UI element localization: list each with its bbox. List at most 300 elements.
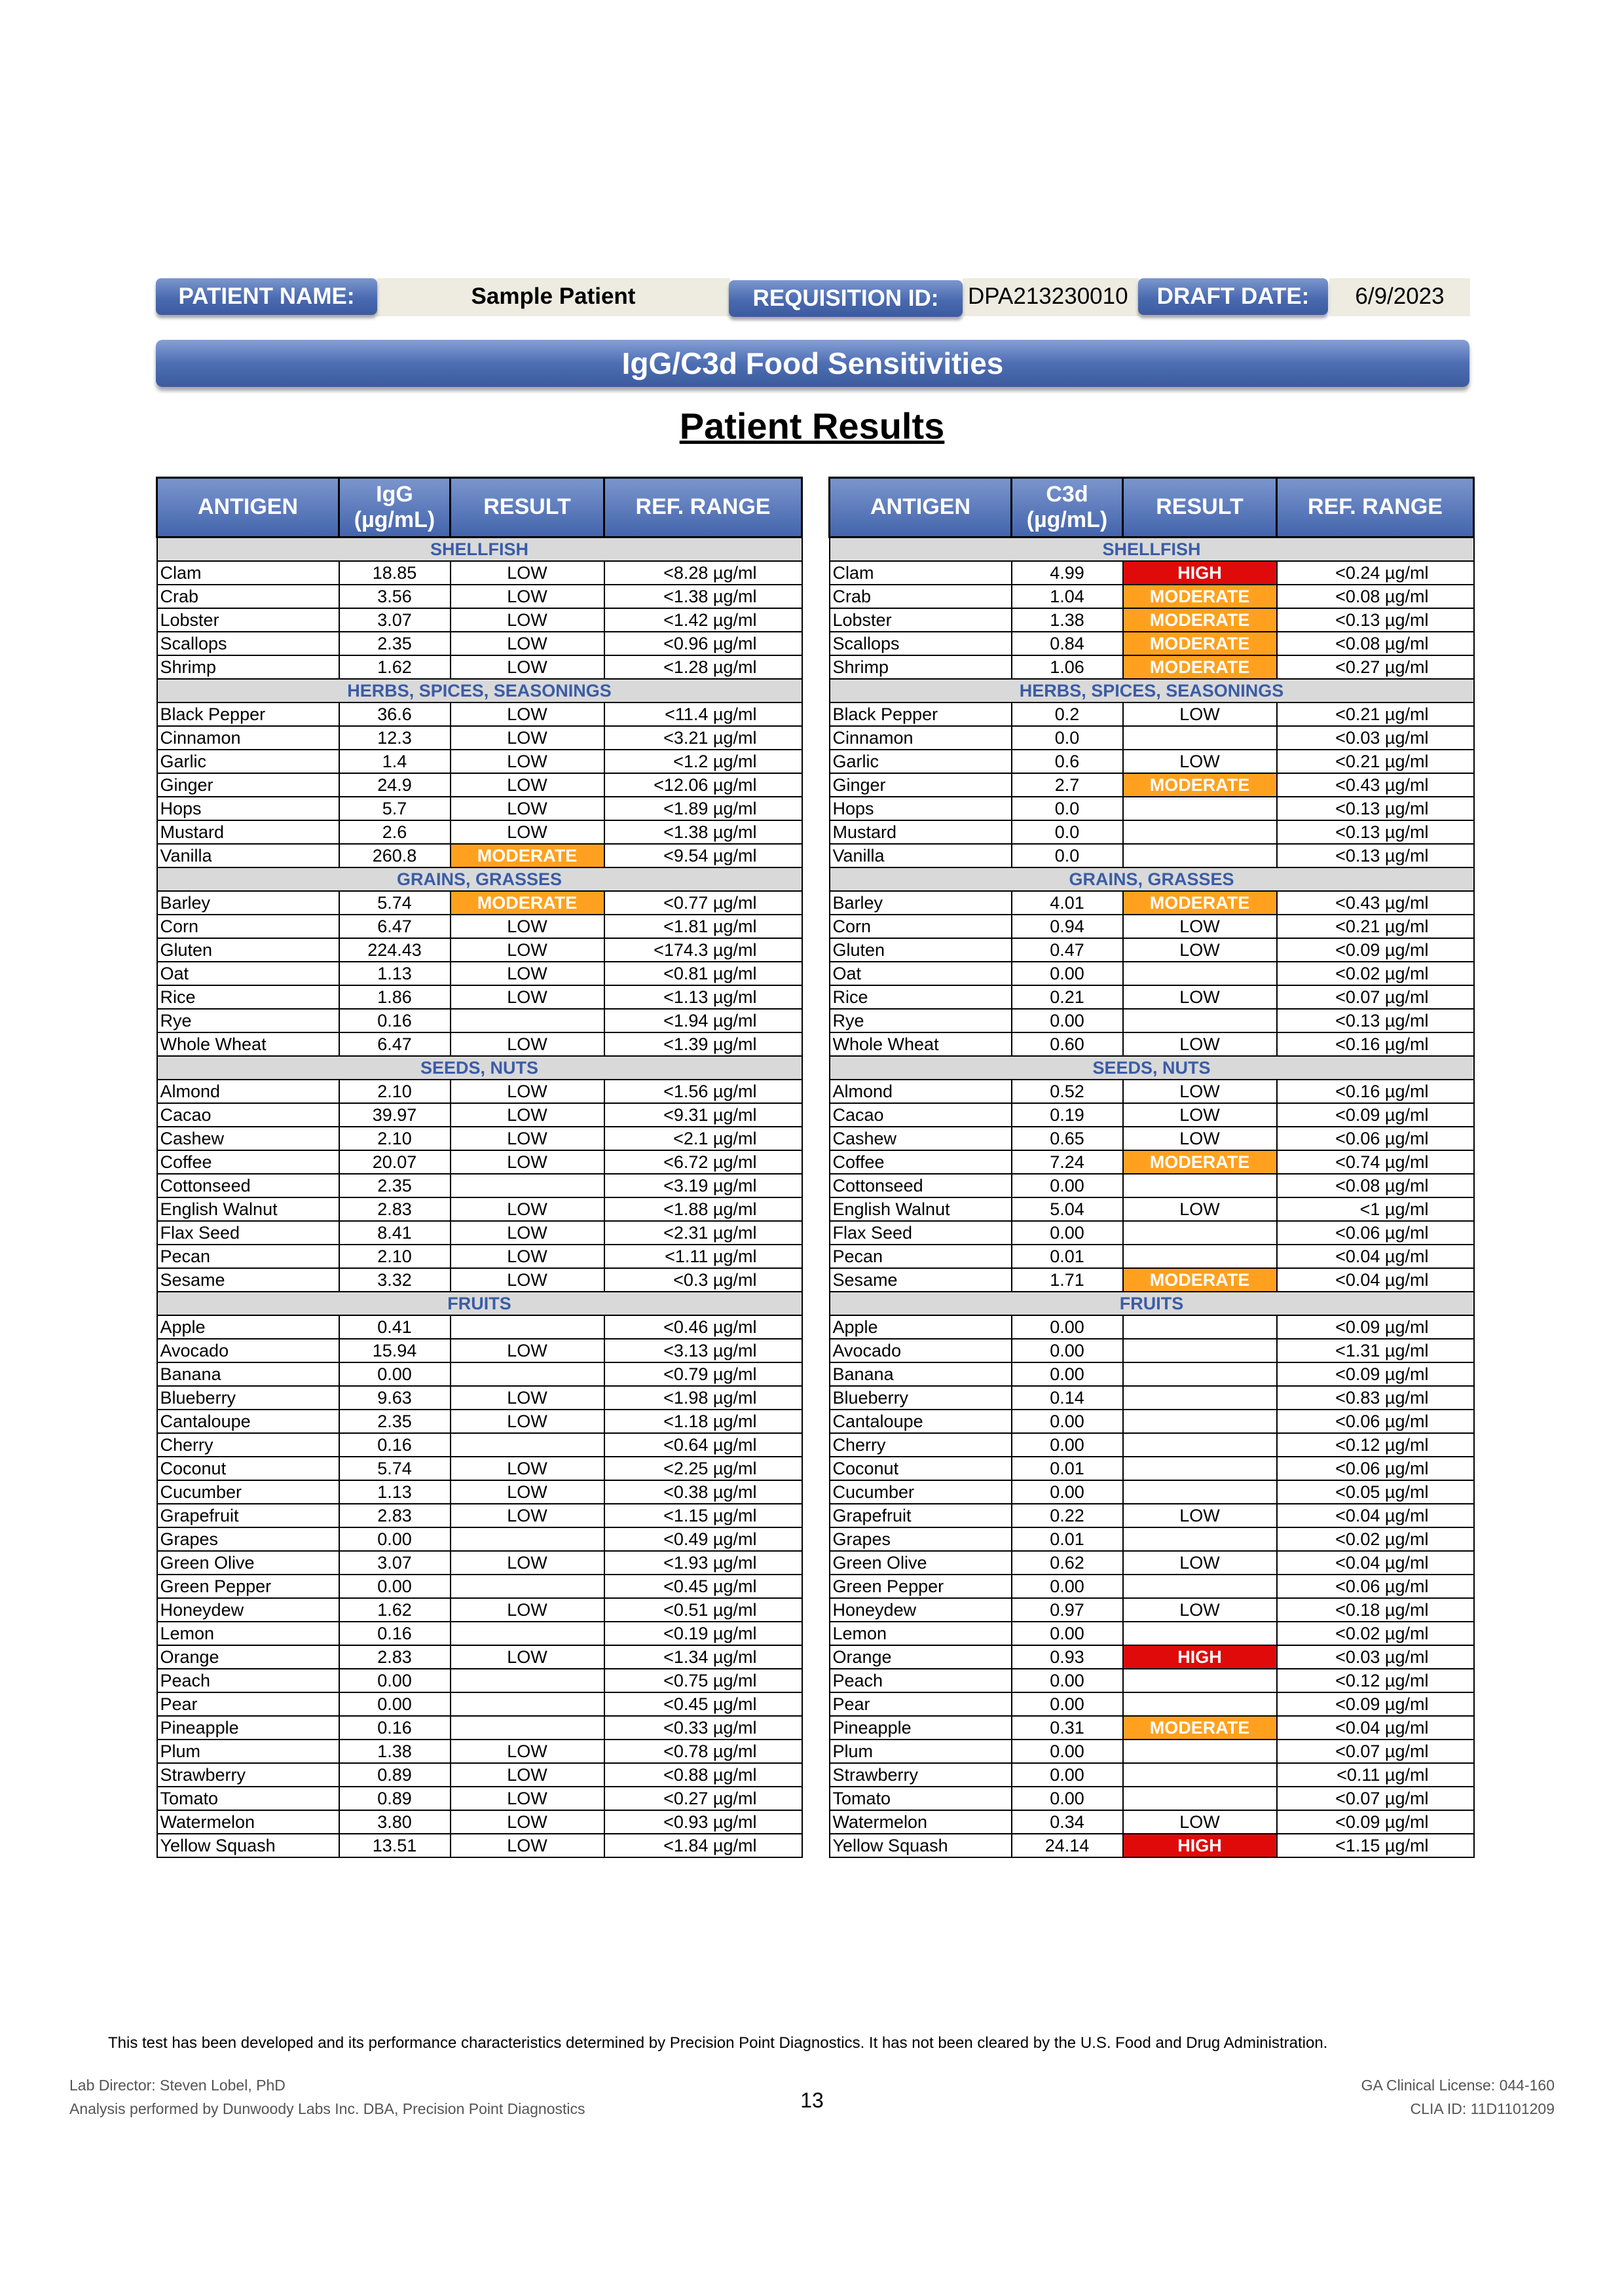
ref-range-cell: <0.88 µg/ml <box>604 1763 802 1787</box>
value-cell: 0.01 <box>1012 1457 1123 1480</box>
table-row <box>830 1551 1474 1575</box>
result-cell <box>451 1692 604 1716</box>
table-row <box>157 1127 802 1150</box>
value-cell: 0.00 <box>1012 1480 1123 1504</box>
value-cell: 1.06 <box>1012 655 1123 679</box>
result-cell: LOW <box>1123 1032 1277 1056</box>
antigen-cell: Garlic <box>157 750 339 773</box>
result-cell: MODERATE <box>451 844 604 867</box>
result-cell <box>1123 1692 1277 1716</box>
value-cell: 0.00 <box>1012 1433 1123 1457</box>
table-row <box>157 750 802 773</box>
value-cell: 0.00 <box>1012 1740 1123 1763</box>
table-row <box>830 915 1474 938</box>
antigen-cell: Crab <box>157 585 339 608</box>
ref-range-cell: <1.98 µg/ml <box>604 1386 802 1410</box>
table-row <box>157 1598 802 1622</box>
result-cell <box>451 1174 604 1197</box>
table-row <box>157 891 802 915</box>
result-cell: LOW <box>451 1551 604 1575</box>
table-row <box>830 1315 1474 1339</box>
value-cell: 2.10 <box>339 1080 451 1103</box>
antigen-cell: Peach <box>830 1669 1012 1692</box>
result-cell: LOW <box>1123 1551 1277 1575</box>
ref-range-cell: <0.74 µg/ml <box>1277 1150 1474 1174</box>
value-cell: 0.6 <box>1012 750 1123 773</box>
value-cell: 0.0 <box>1012 726 1123 750</box>
ref-range-cell: <0.02 µg/ml <box>1277 1527 1474 1551</box>
category-row-grains-grasses <box>830 867 1474 891</box>
result-cell: LOW <box>451 1763 604 1787</box>
col-ref-range: REF. RANGE <box>1277 478 1474 538</box>
antigen-cell: Watermelon <box>830 1810 1012 1834</box>
table-row <box>157 1527 802 1551</box>
ref-range-cell: <3.21 µg/ml <box>604 726 802 750</box>
result-cell: LOW <box>451 726 604 750</box>
col-result: RESULT <box>451 478 604 538</box>
table-row <box>830 561 1474 585</box>
result-cell: LOW <box>1123 915 1277 938</box>
table-row <box>157 585 802 608</box>
antigen-cell: Cottonseed <box>830 1174 1012 1197</box>
result-cell: LOW <box>451 1245 604 1268</box>
table-row <box>830 750 1474 773</box>
ref-range-cell: <0.16 µg/ml <box>1277 1080 1474 1103</box>
table-row <box>157 797 802 820</box>
result-cell: LOW <box>1123 985 1277 1009</box>
antigen-cell: Orange <box>157 1645 339 1669</box>
ref-range-cell: <1.38 µg/ml <box>604 585 802 608</box>
value-cell: 24.9 <box>339 773 451 797</box>
draft-date-label: DRAFT DATE: <box>1138 278 1328 315</box>
value-cell: 39.97 <box>339 1103 451 1127</box>
ref-range-cell: <1.15 µg/ml <box>604 1504 802 1527</box>
antigen-cell: Grapefruit <box>157 1504 339 1527</box>
antigen-cell: Grapes <box>157 1527 339 1551</box>
table-row <box>830 655 1474 679</box>
value-cell: 0.2 <box>1012 702 1123 726</box>
result-cell: MODERATE <box>1123 585 1277 608</box>
table-row <box>830 1480 1474 1504</box>
ref-range-cell: <6.72 µg/ml <box>604 1150 802 1174</box>
result-cell: LOW <box>451 985 604 1009</box>
antigen-cell: Lobster <box>830 608 1012 632</box>
value-cell: 0.00 <box>339 1692 451 1716</box>
result-cell: LOW <box>1123 1598 1277 1622</box>
antigen-cell: Cherry <box>157 1433 339 1457</box>
result-cell <box>1123 1575 1277 1598</box>
antigen-cell: Cacao <box>830 1103 1012 1127</box>
result-cell: LOW <box>451 702 604 726</box>
result-cell <box>451 1622 604 1645</box>
value-cell: 0.00 <box>339 1575 451 1598</box>
ref-range-cell: <1.89 µg/ml <box>604 797 802 820</box>
antigen-cell: Yellow Squash <box>157 1834 339 1857</box>
table-row <box>157 1433 802 1457</box>
result-cell <box>1123 1174 1277 1197</box>
antigen-cell: Shrimp <box>830 655 1012 679</box>
table-row <box>157 1551 802 1575</box>
value-cell: 0.47 <box>1012 938 1123 962</box>
table-row <box>830 1197 1474 1221</box>
table-row <box>830 985 1474 1009</box>
ref-range-cell: <0.18 µg/ml <box>1277 1598 1474 1622</box>
value-cell: 5.7 <box>339 797 451 820</box>
antigen-cell: Oat <box>830 962 1012 985</box>
value-cell: 5.74 <box>339 1457 451 1480</box>
result-cell <box>1123 1622 1277 1645</box>
antigen-cell: Vanilla <box>157 844 339 867</box>
ref-range-cell: <1.13 µg/ml <box>604 985 802 1009</box>
ref-range-cell: <0.02 µg/ml <box>1277 1622 1474 1645</box>
table-row <box>830 1433 1474 1457</box>
value-cell: 4.99 <box>1012 561 1123 585</box>
result-cell: LOW <box>451 1480 604 1504</box>
result-cell: LOW <box>451 608 604 632</box>
antigen-cell: Lobster <box>157 608 339 632</box>
antigen-cell: Cinnamon <box>157 726 339 750</box>
table-row <box>157 726 802 750</box>
ref-range-cell: <0.51 µg/ml <box>604 1598 802 1622</box>
table-row <box>157 1457 802 1480</box>
result-cell: LOW <box>451 585 604 608</box>
value-cell: 0.01 <box>1012 1245 1123 1268</box>
ref-range-cell: <0.03 µg/ml <box>1277 1645 1474 1669</box>
value-cell: 9.63 <box>339 1386 451 1410</box>
result-cell: LOW <box>451 797 604 820</box>
analysis-credit: Analysis performed by Dunwoody Labs Inc. DBA, Precision Point Diagnostics <box>69 2100 585 2117</box>
table-row <box>157 1504 802 1527</box>
ref-range-cell: <1.56 µg/ml <box>604 1080 802 1103</box>
results-title: Patient Results <box>679 405 945 446</box>
result-cell <box>1123 1410 1277 1433</box>
ref-range-cell: <0.45 µg/ml <box>604 1575 802 1598</box>
ref-range-cell: <0.12 µg/ml <box>1277 1433 1474 1457</box>
antigen-cell: Almond <box>157 1080 339 1103</box>
result-cell <box>1123 797 1277 820</box>
result-cell: HIGH <box>1123 1834 1277 1857</box>
result-cell: LOW <box>1123 702 1277 726</box>
antigen-cell: Banana <box>157 1362 339 1386</box>
antigen-cell: Honeydew <box>830 1598 1012 1622</box>
result-cell: LOW <box>451 561 604 585</box>
antigen-cell: Cinnamon <box>830 726 1012 750</box>
igg-results-table <box>156 477 803 1858</box>
result-cell: LOW <box>451 1504 604 1527</box>
antigen-cell: Tomato <box>157 1787 339 1810</box>
table-row <box>830 1410 1474 1433</box>
result-cell <box>1123 1433 1277 1457</box>
col-antigen: ANTIGEN <box>830 478 1012 538</box>
antigen-cell: Apple <box>830 1315 1012 1339</box>
value-cell: 2.83 <box>339 1197 451 1221</box>
ref-range-cell: <0.33 µg/ml <box>604 1716 802 1740</box>
ref-range-cell: <0.09 µg/ml <box>1277 1103 1474 1127</box>
value-cell: 0.0 <box>1012 844 1123 867</box>
ref-range-cell: <1.88 µg/ml <box>604 1197 802 1221</box>
value-cell: 0.00 <box>1012 1763 1123 1787</box>
value-cell: 4.01 <box>1012 891 1123 915</box>
ref-range-cell: <1.42 µg/ml <box>604 608 802 632</box>
antigen-cell: Cashew <box>157 1127 339 1150</box>
table-row <box>157 1834 802 1857</box>
ref-range-cell: <0.16 µg/ml <box>1277 1032 1474 1056</box>
table-row <box>830 891 1474 915</box>
table-row <box>830 702 1474 726</box>
clia-id: CLIA ID: 11D1101209 <box>1410 2100 1555 2117</box>
table-row <box>157 1386 802 1410</box>
result-cell: LOW <box>451 962 604 985</box>
value-cell: 3.56 <box>339 585 451 608</box>
table-row <box>157 1080 802 1103</box>
value-cell: 0.00 <box>1012 1221 1123 1245</box>
value-cell: 0.16 <box>339 1716 451 1740</box>
table-row <box>157 1787 802 1810</box>
result-cell: LOW <box>451 1032 604 1056</box>
antigen-cell: Corn <box>157 915 339 938</box>
col-ref-range: REF. RANGE <box>604 478 802 538</box>
value-cell: 0.00 <box>1012 1009 1123 1032</box>
antigen-cell: Cottonseed <box>157 1174 339 1197</box>
antigen-cell: Blueberry <box>157 1386 339 1410</box>
table-row <box>157 1669 802 1692</box>
value-cell: 0.14 <box>1012 1386 1123 1410</box>
value-cell: 0.19 <box>1012 1103 1123 1127</box>
antigen-cell: Blueberry <box>830 1386 1012 1410</box>
ref-range-cell: <1.15 µg/ml <box>1277 1834 1474 1857</box>
col-antigen: ANTIGEN <box>157 478 339 538</box>
antigen-cell: Tomato <box>830 1787 1012 1810</box>
antigen-cell: Ginger <box>830 773 1012 797</box>
table-row <box>157 1315 802 1339</box>
antigen-cell: Gluten <box>830 938 1012 962</box>
antigen-cell: Cashew <box>830 1127 1012 1150</box>
result-cell: LOW <box>451 938 604 962</box>
ref-range-cell: <0.77 µg/ml <box>604 891 802 915</box>
result-cell: LOW <box>451 1268 604 1292</box>
ref-range-cell: <0.46 µg/ml <box>604 1315 802 1339</box>
ref-range-cell: <8.28 µg/ml <box>604 561 802 585</box>
table-row <box>830 1575 1474 1598</box>
table-row <box>830 1763 1474 1787</box>
ref-range-cell: <1.93 µg/ml <box>604 1551 802 1575</box>
antigen-cell: Almond <box>830 1080 1012 1103</box>
draft-date-value: 6/9/2023 <box>1355 283 1445 309</box>
table-row <box>830 1127 1474 1150</box>
ref-range-cell: <0.13 µg/ml <box>1277 1009 1474 1032</box>
table-row <box>157 1032 802 1056</box>
antigen-cell: Garlic <box>830 750 1012 773</box>
table-row <box>157 985 802 1009</box>
result-cell: LOW <box>451 1197 604 1221</box>
antigen-cell: Rice <box>157 985 339 1009</box>
table-row <box>157 608 802 632</box>
result-cell <box>451 1315 604 1339</box>
table-row <box>830 1103 1474 1127</box>
antigen-cell: Watermelon <box>157 1810 339 1834</box>
table-row <box>157 1410 802 1433</box>
antigen-cell: Pear <box>830 1692 1012 1716</box>
value-cell: 0.16 <box>339 1622 451 1645</box>
table-row <box>830 820 1474 844</box>
result-cell: LOW <box>451 1740 604 1763</box>
result-cell: LOW <box>451 1080 604 1103</box>
ref-range-cell: <0.45 µg/ml <box>604 1692 802 1716</box>
ref-range-cell: <0.09 µg/ml <box>1277 1810 1474 1834</box>
ref-range-cell: <9.54 µg/ml <box>604 844 802 867</box>
antigen-cell: Coffee <box>157 1150 339 1174</box>
table-row <box>157 962 802 985</box>
ref-range-cell: <3.19 µg/ml <box>604 1174 802 1197</box>
antigen-cell: Gluten <box>157 938 339 962</box>
category-row-seeds-nuts <box>157 1056 802 1080</box>
value-cell: 3.07 <box>339 608 451 632</box>
value-cell: 224.43 <box>339 938 451 962</box>
antigen-cell: Clam <box>830 561 1012 585</box>
antigen-cell: Crab <box>830 585 1012 608</box>
value-cell: 15.94 <box>339 1339 451 1362</box>
antigen-cell: Hops <box>830 797 1012 820</box>
result-cell: MODERATE <box>1123 891 1277 915</box>
ref-range-cell: <0.78 µg/ml <box>604 1740 802 1763</box>
result-cell <box>1123 726 1277 750</box>
result-cell: LOW <box>451 1127 604 1150</box>
result-cell: LOW <box>451 1787 604 1810</box>
result-cell <box>1123 1009 1277 1032</box>
ref-range-cell: <0.02 µg/ml <box>1277 962 1474 985</box>
antigen-cell: Black Pepper <box>830 702 1012 726</box>
ref-range-cell: <1 µg/ml <box>1277 1197 1474 1221</box>
value-cell: 1.62 <box>339 1598 451 1622</box>
table-row <box>830 1386 1474 1410</box>
result-cell: LOW <box>1123 1504 1277 1527</box>
table-row <box>830 1339 1474 1362</box>
value-cell: 0.00 <box>339 1669 451 1692</box>
value-cell: 0.97 <box>1012 1598 1123 1622</box>
result-cell: LOW <box>1123 938 1277 962</box>
antigen-cell: Flax Seed <box>830 1221 1012 1245</box>
ref-range-cell: <1.11 µg/ml <box>604 1245 802 1268</box>
category-label: HERBS, SPICES, SEASONINGS <box>157 679 802 702</box>
result-cell <box>451 1527 604 1551</box>
value-cell: 2.35 <box>339 632 451 655</box>
result-cell: MODERATE <box>1123 632 1277 655</box>
value-cell: 0.00 <box>1012 1315 1123 1339</box>
category-row-shellfish <box>830 538 1474 562</box>
table-row <box>157 1103 802 1127</box>
antigen-cell: Apple <box>157 1315 339 1339</box>
result-cell: LOW <box>451 820 604 844</box>
result-cell <box>451 1009 604 1032</box>
result-cell: LOW <box>451 1103 604 1127</box>
antigen-cell: Cantaloupe <box>157 1410 339 1433</box>
category-label: SEEDS, NUTS <box>157 1056 802 1080</box>
table-row <box>830 1645 1474 1669</box>
ref-range-cell: <11.4 µg/ml <box>604 702 802 726</box>
value-cell: 12.3 <box>339 726 451 750</box>
value-cell: 0.00 <box>1012 1362 1123 1386</box>
result-cell: LOW <box>1123 1080 1277 1103</box>
antigen-cell: Cucumber <box>157 1480 339 1504</box>
antigen-cell: Black Pepper <box>157 702 339 726</box>
result-cell <box>451 1433 604 1457</box>
category-label: SHELLFISH <box>157 538 802 562</box>
ref-range-cell: <0.09 µg/ml <box>1277 1315 1474 1339</box>
table-row <box>830 1787 1474 1810</box>
antigen-cell: Sesame <box>830 1268 1012 1292</box>
ref-range-cell: <2.25 µg/ml <box>604 1457 802 1480</box>
category-row-seeds-nuts <box>830 1056 1474 1080</box>
patient-name-value: Sample Patient <box>471 283 636 309</box>
ref-range-cell: <0.93 µg/ml <box>604 1810 802 1834</box>
antigen-cell: Plum <box>830 1740 1012 1763</box>
result-cell: LOW <box>1123 1197 1277 1221</box>
ref-range-cell: <1.94 µg/ml <box>604 1009 802 1032</box>
category-label: FRUITS <box>157 1292 802 1315</box>
antigen-cell: Yellow Squash <box>830 1834 1012 1857</box>
antigen-cell: Orange <box>830 1645 1012 1669</box>
table-row <box>157 632 802 655</box>
category-label: SHELLFISH <box>830 538 1474 562</box>
ref-range-cell: <0.27 µg/ml <box>1277 655 1474 679</box>
value-cell: 0.31 <box>1012 1716 1123 1740</box>
result-cell: LOW <box>451 750 604 773</box>
table-row <box>157 1810 802 1834</box>
table-row <box>830 1221 1474 1245</box>
value-cell: 0.0 <box>1012 820 1123 844</box>
antigen-cell: Sesame <box>157 1268 339 1292</box>
antigen-cell: Barley <box>157 891 339 915</box>
table-row <box>157 1174 802 1197</box>
antigen-cell: Grapes <box>830 1527 1012 1551</box>
value-cell: 0.00 <box>339 1362 451 1386</box>
table-row <box>157 1150 802 1174</box>
category-row-fruits <box>830 1292 1474 1315</box>
value-cell: 18.85 <box>339 561 451 585</box>
category-label: GRAINS, GRASSES <box>830 867 1474 891</box>
result-cell <box>1123 1669 1277 1692</box>
result-cell: LOW <box>1123 1127 1277 1150</box>
ref-range-cell: <0.38 µg/ml <box>604 1480 802 1504</box>
antigen-cell: Green Pepper <box>830 1575 1012 1598</box>
value-cell: 0.00 <box>1012 1174 1123 1197</box>
ref-range-cell: <0.08 µg/ml <box>1277 632 1474 655</box>
disclaimer: This test has been developed and its performance characteristics determined by Precision Point Diagnostics. It has not been cleared by the U.S. Food and Drug Administration. <box>108 2034 1328 2052</box>
result-cell: LOW <box>451 1645 604 1669</box>
ref-range-cell: <0.3 µg/ml <box>604 1268 802 1292</box>
result-cell: LOW <box>451 1339 604 1362</box>
value-cell: 0.16 <box>339 1433 451 1457</box>
result-cell: LOW <box>451 773 604 797</box>
value-cell: 1.38 <box>1012 608 1123 632</box>
ref-range-cell: <0.05 µg/ml <box>1277 1480 1474 1504</box>
antigen-cell: Rice <box>830 985 1012 1009</box>
value-cell: 1.86 <box>339 985 451 1009</box>
result-cell: LOW <box>451 1410 604 1433</box>
result-cell: MODERATE <box>1123 1268 1277 1292</box>
ref-range-cell: <0.13 µg/ml <box>1277 820 1474 844</box>
ref-range-cell: <0.04 µg/ml <box>1277 1716 1474 1740</box>
result-cell <box>1123 820 1277 844</box>
antigen-cell: Clam <box>157 561 339 585</box>
value-cell: 0.60 <box>1012 1032 1123 1056</box>
table-row <box>830 797 1474 820</box>
table-row <box>157 915 802 938</box>
result-cell <box>1123 1362 1277 1386</box>
antigen-cell: Corn <box>830 915 1012 938</box>
value-cell: 2.35 <box>339 1410 451 1433</box>
table-row <box>830 1622 1474 1645</box>
